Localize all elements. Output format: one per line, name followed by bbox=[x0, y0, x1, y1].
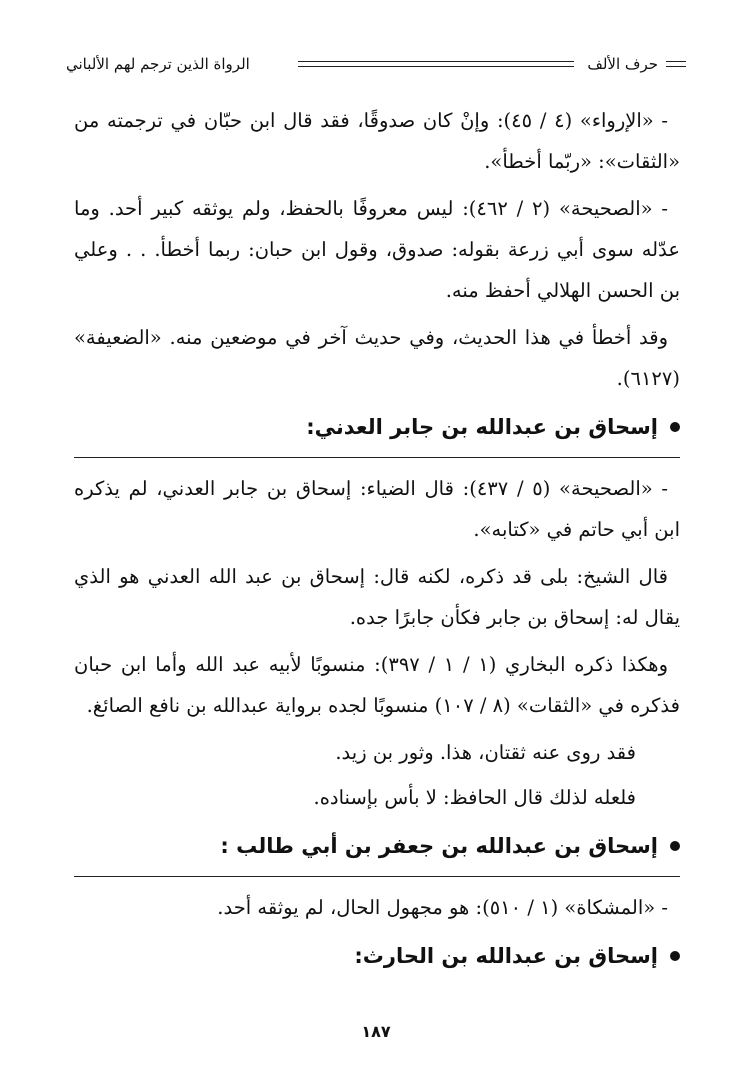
header-ornament bbox=[666, 61, 686, 67]
paragraph-bukhari: وهكذا ذكره البخاري (١ / ١ / ٣٩٧): منسوبًا لأبيه عبد الله وأما ابن حبان فذكره في «الثقات» (٨ / ١٠٧) منسوبًا لجده برواية عبدالله بن نافع الصائغ. bbox=[74, 653, 680, 717]
paragraph-thiqatan: فقد روى عنه ثقتان، هذا. وثور بن زيد. bbox=[335, 741, 636, 764]
heading-divider bbox=[74, 876, 680, 877]
page-number: ١٨٧ bbox=[361, 1022, 391, 1041]
paragraph-sahiha-1: - «الصحيحة» (٢ / ٤٦٢): ليس معروفًا بالحفظ، ولم يوثقه كبير أحد. وما عدّله سوى أبي زرعة بقوله: صدوق، وقول ابن حبان: ربما أخطأ. . . وعلي بن الحسن الهلالي أحفظ منه. bbox=[74, 197, 680, 302]
paragraph-irwa: - «الإرواء» (٤ / ٤٥): وإنْ كان صدوقًا، فقد قال ابن حبّان في ترجمته من «الثقات»: «ربّما أخطأ». bbox=[74, 109, 680, 173]
paragraph-sheikh: قال الشيخ: بلى قد ذكره، لكنه قال: إسحاق بن عبد الله العدني هو الذي يقال له: إسحاق بن جابر فكأن جابرًا جده. bbox=[74, 565, 680, 629]
paragraph-mishkat: - «المشكاة» (١ / ٥١٠): هو مجهول الحال، لم يوثقه أحد. bbox=[217, 896, 668, 919]
header-section: حرف الألف bbox=[587, 55, 658, 73]
header-double-rule bbox=[298, 61, 574, 67]
entry-heading-ishaq-harith bbox=[74, 934, 680, 978]
heading-divider bbox=[74, 457, 680, 458]
entry-heading-ishaq-adani bbox=[74, 405, 680, 449]
paragraph-hafiz: فلعله لذلك قال الحافظ: لا بأس بإسناده. bbox=[313, 786, 636, 809]
page-body bbox=[74, 100, 680, 986]
entry-heading-text: إسحاق بن عبدالله بن جعفر بن أبي طالب : bbox=[220, 834, 658, 858]
bullet-icon bbox=[670, 841, 680, 851]
paragraph-sahiha-2: - «الصحيحة» (٥ / ٤٣٧): قال الضياء: إسحاق بن جابر العدني، لم يذكره ابن أبي حاتم في «كتابه». bbox=[74, 477, 680, 541]
bullet-icon bbox=[670, 951, 680, 961]
entry-heading-text: إسحاق بن عبدالله بن جابر العدني: bbox=[306, 415, 658, 439]
entry-heading-text: إسحاق بن عبدالله بن الحارث: bbox=[354, 944, 658, 968]
header-title: الرواة الذين ترجم لهم الألباني bbox=[66, 55, 250, 73]
running-header bbox=[66, 52, 686, 82]
bullet-icon bbox=[670, 422, 680, 432]
paragraph-daifa: وقد أخطأ في هذا الحديث، وفي حديث آخر في موضعين منه. «الضعيفة» (٦١٢٧). bbox=[74, 326, 680, 390]
entry-heading-ishaq-jafar bbox=[74, 824, 680, 868]
